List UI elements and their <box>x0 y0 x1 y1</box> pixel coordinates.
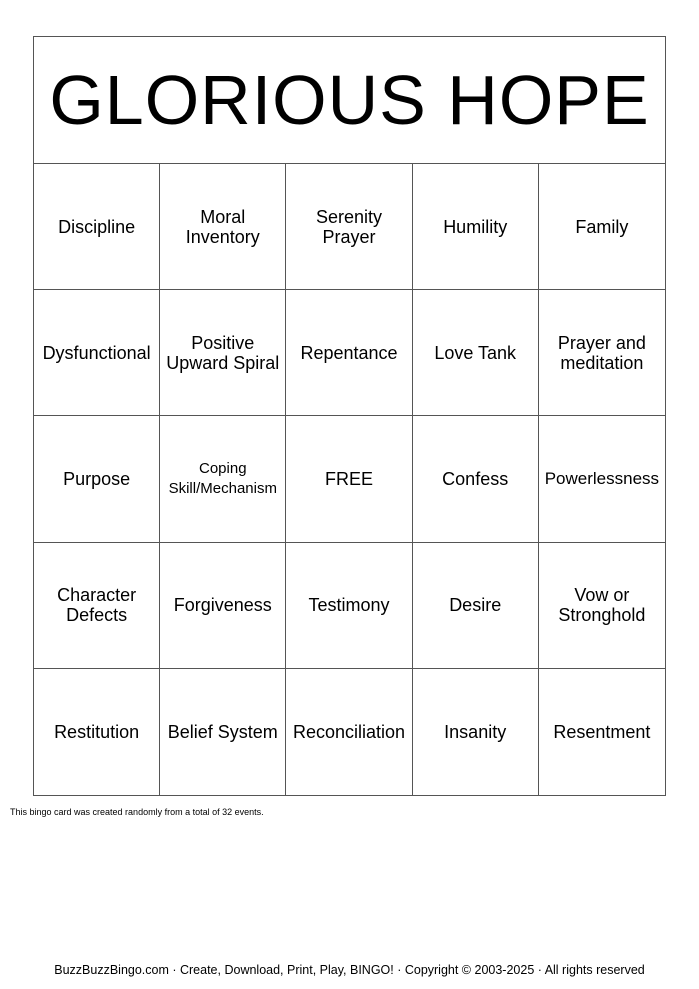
bingo-cell-b1 <box>34 164 160 290</box>
bingo-cell-text: Confess <box>442 468 509 489</box>
card-title: GLORIOUS HOPE <box>34 37 665 164</box>
bingo-cell-text: Vow or Stronghold <box>558 585 646 626</box>
bingo-cell-o4 <box>539 543 665 669</box>
bingo-cell-o2 <box>539 290 665 416</box>
bingo-cell-g3 <box>413 416 539 542</box>
bingo-cell-i2 <box>160 290 286 416</box>
bingo-cell-i3 <box>160 416 286 542</box>
bingo-cell-text: Restitution <box>54 721 140 742</box>
bingo-cell-text: Reconciliation <box>292 721 406 742</box>
bingo-cell-g2 <box>413 290 539 416</box>
bingo-cell-i5 <box>160 669 286 795</box>
bingo-cell-text: Serenity Prayer <box>315 206 383 247</box>
bingo-cell-text: Humility <box>443 216 508 237</box>
bingo-cell-text: Discipline <box>58 216 136 237</box>
bingo-card <box>33 36 666 796</box>
bingo-cell-g4 <box>413 543 539 669</box>
bingo-cell-b2 <box>34 290 160 416</box>
bingo-cell-text: Love Tank <box>434 342 517 363</box>
bingo-cell-text: Coping Skill/Mechanism <box>168 459 277 497</box>
bingo-cell-text: Belief System <box>167 721 278 742</box>
bingo-cell-text: Character Defects <box>57 585 137 626</box>
bingo-cell-o5 <box>539 669 665 795</box>
bingo-cell-text: Repentance <box>300 342 398 363</box>
bingo-cell-text: Resentment <box>553 721 651 742</box>
bingo-cell-i4 <box>160 543 286 669</box>
bingo-cell-text: Positive Upward Spiral <box>166 332 280 373</box>
bingo-cell-n4 <box>286 543 412 669</box>
bingo-cell-text: Purpose <box>63 468 131 489</box>
bingo-cell-text: Testimony <box>308 595 390 616</box>
bingo-cell-g1 <box>413 164 539 290</box>
bingo-cell-o3 <box>539 416 665 542</box>
bingo-cell-text: Desire <box>449 595 502 616</box>
bingo-cell-text: Powerlessness <box>544 468 660 488</box>
bingo-cell-n5 <box>286 669 412 795</box>
bingo-cell-b3 <box>34 416 160 542</box>
bingo-cell-free <box>286 416 412 542</box>
bingo-cell-text: Family <box>575 216 629 237</box>
generation-note: This bingo card was created randomly from a total of 32 events. <box>10 807 264 817</box>
bingo-cell-n2 <box>286 290 412 416</box>
bingo-cell-n1 <box>286 164 412 290</box>
bingo-cell-i1 <box>160 164 286 290</box>
bingo-grid <box>34 164 665 795</box>
free-space-text: FREE <box>324 468 373 489</box>
bingo-cell-text: Prayer and meditation <box>557 332 646 373</box>
copyright-footer: BuzzBuzzBingo.com · Create, Download, Print, Play, BINGO! · Copyright © 2003-2025 · All rights reserved <box>54 963 645 977</box>
bingo-cell-text: Moral Inventory <box>185 206 260 247</box>
bingo-cell-o1 <box>539 164 665 290</box>
bingo-cell-g5 <box>413 669 539 795</box>
bingo-cell-b5 <box>34 669 160 795</box>
bingo-cell-text: Dysfunctional <box>42 342 151 363</box>
bingo-cell-text: Forgiveness <box>173 595 272 616</box>
bingo-cell-text: Insanity <box>444 721 507 742</box>
bingo-cell-b4 <box>34 543 160 669</box>
